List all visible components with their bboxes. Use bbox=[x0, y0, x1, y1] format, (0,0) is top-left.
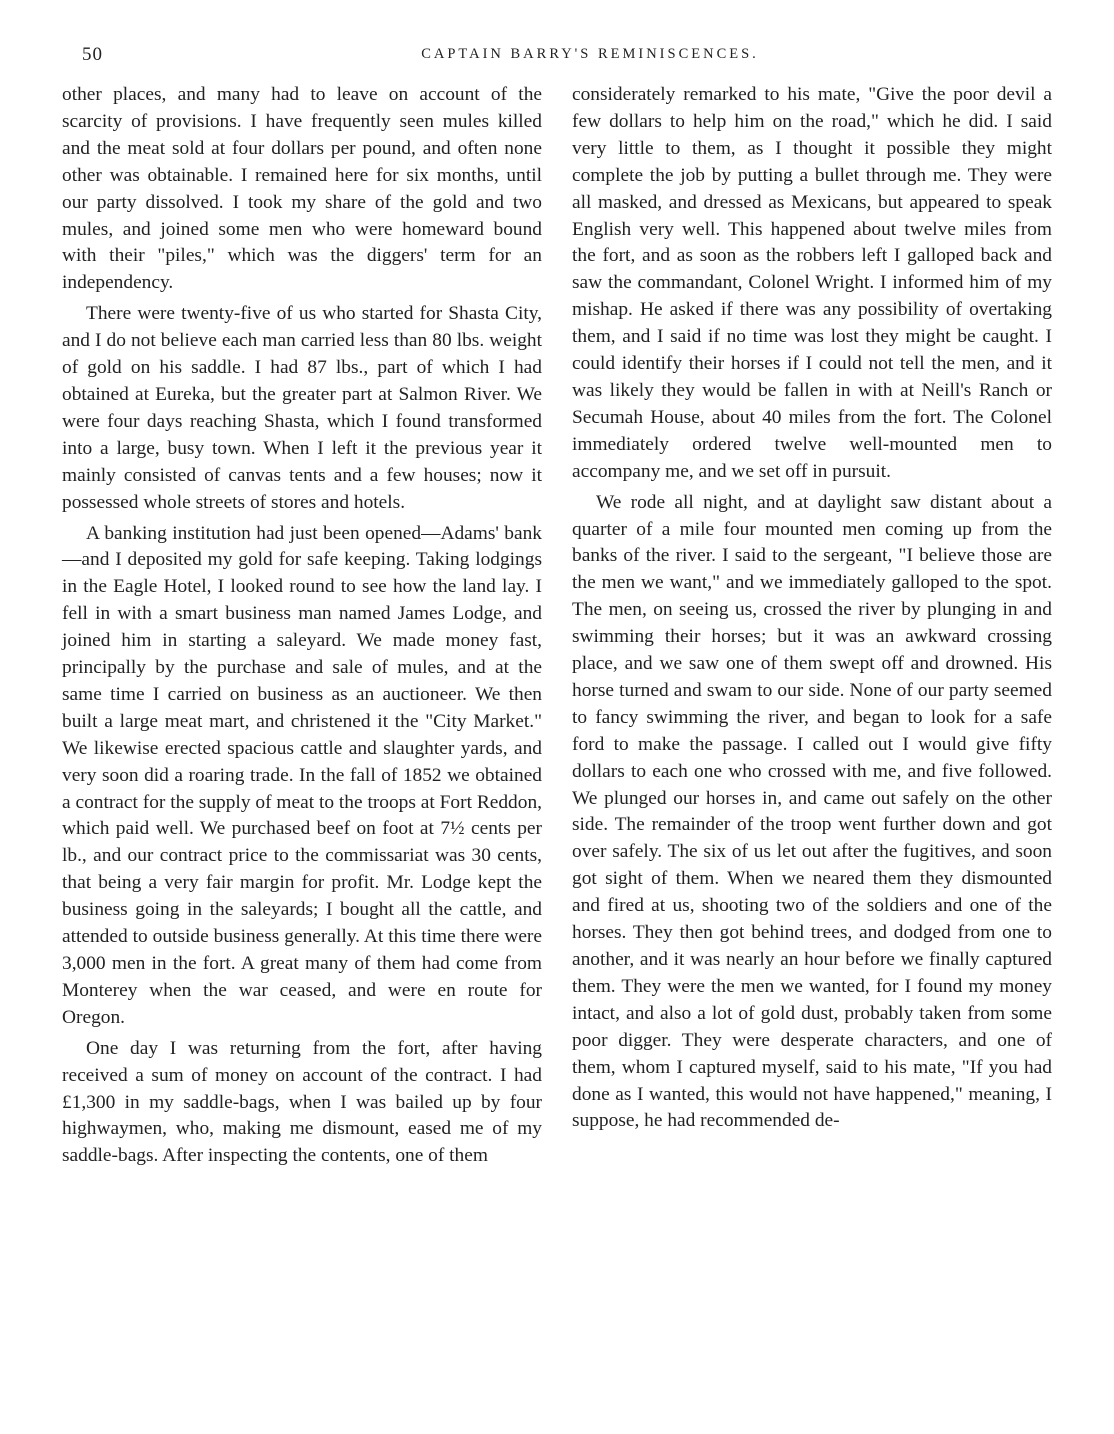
running-title: CAPTAIN BARRY'S REMINISCENCES. bbox=[421, 46, 759, 62]
left-column bbox=[62, 82, 542, 1170]
page-number: 50 bbox=[82, 44, 103, 65]
paragraph: We rode all night, and at daylight saw distant about a quarter of a mile four mounted men coming up from the banks of the river. I said to the sergeant, "I believe those are the men we want," and we immediately galloped to the spot. The men, on seeing us, crossed the river by plunging in and swimming their horses; but it was an awkward crossing place, and we saw one of them swept off and drowned. His horse turned and swam to our side. None of our party seemed to fancy swimming the river, and began to look for a safe ford to make the passage. I called out I would give fifty dollars to each one who crossed with me, and five followed. We plunged our horses in, and came out safely on the other side. The remainder of the troop went further down and got over safely. The six of us let out after the fugitives, and soon got sight of them. When we neared them they dismounted and fired at us, shooting two of the soldiers and one of the horses. They then got behind trees, and dodged from one to another, and it was nearly an hour before we finally captured them. They were the men we wanted, for I found my money intact, and also a lot of gold dust, probably taken from some poor digger. They were desperate characters, and one of them, whom I captured myself, said to his mate, "If you had done as I wanted, this would not have happened," meaning, I suppose, he had recommended de- bbox=[572, 491, 1052, 1132]
right-column bbox=[572, 82, 1052, 1135]
paragraph: There were twenty-five of us who started for Shasta City, and I do not believe each man carried less than 80 lbs. weight of gold on his saddle. I had 87 lbs., part of which I had obtained at Eureka, but the greater part at Salmon River. We were four days reaching Shasta, which I found transformed into a large, busy town. When I left it the previous year it mainly consisted of canvas tents and a few houses; now it possessed whole streets of stores and hotels. bbox=[62, 303, 542, 513]
running-head bbox=[60, 44, 1050, 74]
paragraph: other places, and many had to leave on account of the scarcity of provisions. I have frequently seen mules killed and the meat sold at four dollars per pound, and often none other was obtainable. I remained here for six months, until our party dissolved. I took my share of the gold and two mules, and joined some men who were homeward bound with their "piles," which was the diggers' term for an independency. bbox=[62, 84, 542, 294]
paragraph: considerately remarked to his mate, "Give the poor devil a few dollars to help him on the road," which he did. I said very little to them, as I thought it possible they might complete the job by putting a bullet through me. They were all masked, and dressed as Mexicans, but appeared to speak English very well. This happened about twelve miles from the fort, and as soon as the robbers left I galloped back and saw the commandant, Colonel Wright. I informed him of my mishap. He asked if there was any possibility of overtaking them, and I said if no time was lost they might be caught. I could identify their horses if I could not tell the men, and it was likely they would be fallen in with at Neill's Ranch or Secumah House, about 40 miles from the fort. The Colonel immediately ordered twelve well-mounted men to accompany me, and we set off in pursuit. bbox=[572, 84, 1052, 482]
paragraph: A banking institution had just been opened—Adams' bank—and I deposited my gold for safe keeping. Taking lodgings in the Eagle Hotel, I looked round to see how the land lay. I fell in with a smart business man named James Lodge, and joined him in starting a saleyard. We made money fast, principally by the purchase and sale of mules, and at the same time I carried on business as an auctioneer. We then built a large meat mart, and christened it the "City Market." We likewise erected spacious cattle and slaughter yards, and very soon did a roaring trade. In the fall of 1852 we obtained a contract for the supply of meat to the troops at Fort Reddon, which paid well. We purchased beef on foot at 7½ cents per lb., and our contract price to the commissariat was 30 cents, that being a very fair margin for profit. Mr. Lodge kept the business going in the saleyards; I bought all the cattle, and attended to outside business generally. At this time there were 3,000 men in the fort. A great many of them had come from Monterey when the war ceased, and were en route for Oregon. bbox=[62, 522, 542, 1028]
paragraph: One day I was returning from the fort, after having received a sum of money on account of the contract. I had £1,300 in my saddle-bags, when I was bailed up by four highwaymen, who, making me dismount, eased me of my saddle-bags. After inspecting the contents, one of them bbox=[62, 1037, 542, 1167]
